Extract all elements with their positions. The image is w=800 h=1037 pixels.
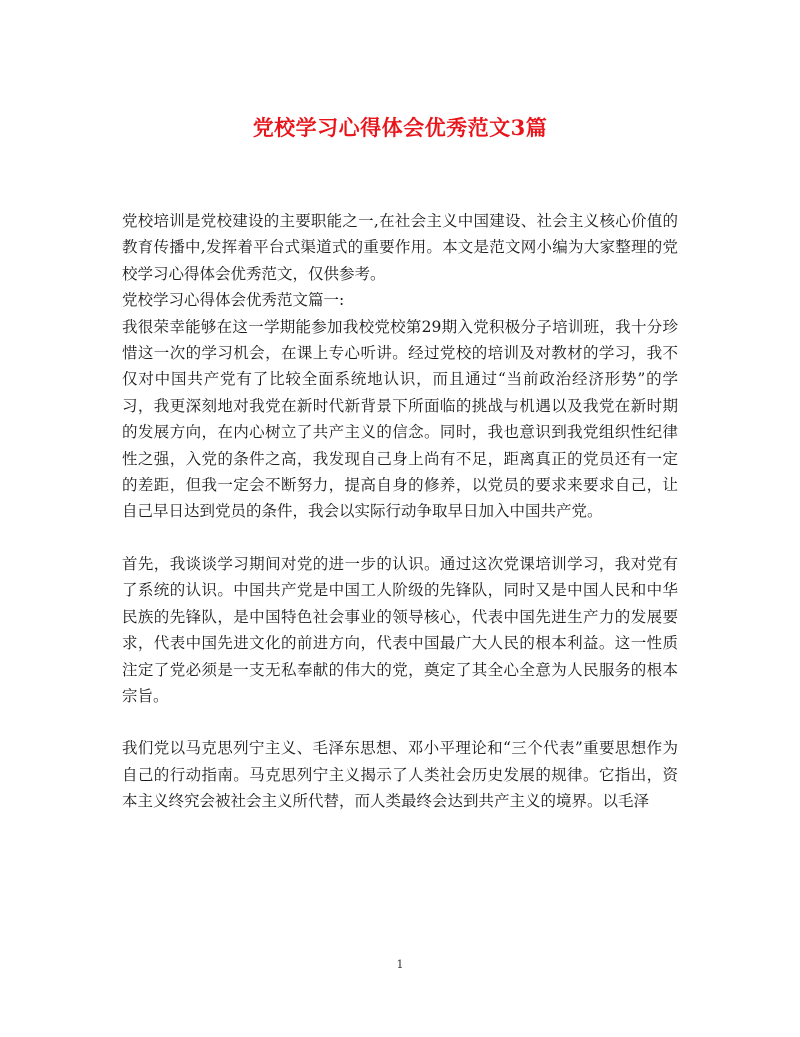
body-paragraph: 我很荣幸能够在这一学期能参加我校党校第29期入党积极分子培训班，我十分珍惜这一次的学习机会，在课上专心听讲。经过党校的培训及对教材的学习，我不仅对中国共产党有了比较全面系统地认识，而且通过“当前政治经济形势”的学习，我更深刻地对我党在新时代新背景下所面临的挑战与机遇以及我党在新时期的发展方向，在内心树立了共产主义的信念。同时，我也意识到我党组织性纪律性之强，入党的条件之高，我发现自己身上尚有不足，距离真正的党员还有一定的差距，但我一定会不断努力，提高自身的修养，以党员的要求来要求自己，让自己早日达到党员的条件，我会以实际行动争取早日加入中国共产党。 (122, 317, 678, 521)
body-paragraph: 首先，我谈谈学习期间对党的进一步的认识。通过这次党课培训学习，我对党有了系统的认识。中国共产党是中国工人阶级的先锋队，同时又是中国人民和中华民族的先锋队，是中国特色社会事业的领导核心，代表中国先进生产力的发展要求，代表中国先进文化的前进方向，代表中国最广大人民的根本利益。这一性质注定了党必须是一支无私奉献的伟大的党，奠定了其全心全意为人民服务的根本宗旨。 (122, 554, 678, 705)
page-number: 1 (396, 958, 404, 971)
document-title: 党校学习心得体会优秀范文3篇 (252, 115, 548, 140)
intro-paragraph: 党校培训是党校建设的主要职能之一,在社会主义中国建设、社会主义核心价值的教育传播中,发挥着平台式渠道式的重要作用。本文是范文网小编为大家整理的党校学习心得体会优秀范文，仅供参考。 (122, 212, 678, 283)
section-heading: 党校学习心得体会优秀范文篇一: (122, 291, 345, 310)
body-paragraph: 我们党以马克思列宁主义、毛泽东思想、邓小平理论和“三个代表”重要思想作为自己的行动指南。马克思列宁主义揭示了人类社会历史发展的规律。它指出，资本主义终究会被社会主义所代替，而人类最终会达到共产主义的境界。以毛泽 (122, 739, 678, 811)
document-body (122, 208, 678, 815)
